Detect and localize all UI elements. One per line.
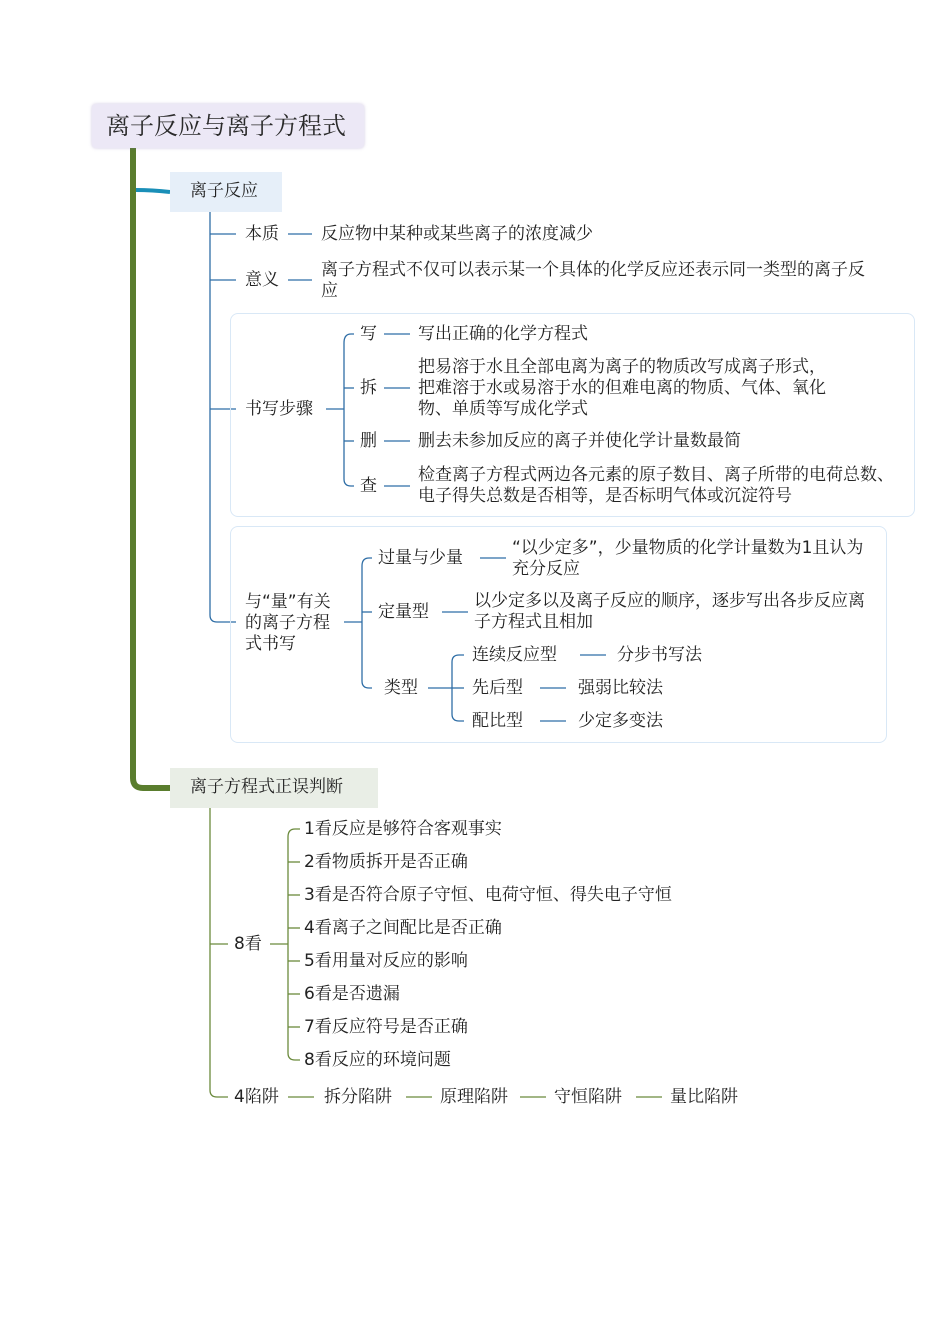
step-delete-text: 删去未参加反应的离子并使化学计量数最简 (418, 431, 741, 451)
eight-label: 8看 (234, 934, 262, 954)
essence-text: 反应物中某种或某些离子的浓度减少 (321, 224, 593, 244)
excess-label: 过量与少量 (378, 548, 463, 568)
eight-item-8: 8看反应的环境问题 (304, 1050, 451, 1070)
trap-4: 量比陷阱 (670, 1087, 738, 1107)
type-continuous-method: 分步书写法 (617, 645, 702, 665)
type-ratio-label: 配比型 (472, 711, 523, 731)
step-write-label: 写 (360, 324, 377, 344)
trap-3: 守恒陷阱 (554, 1087, 622, 1107)
step-delete-label: 删 (360, 431, 377, 451)
types-label: 类型 (384, 678, 418, 698)
type-sequence-label: 先后型 (472, 678, 523, 698)
eight-item-1: 1看反应是够符合客观事实 (304, 819, 502, 839)
step-split-label: 拆 (360, 378, 377, 398)
steps-label: 书写步骤 (245, 399, 313, 419)
eight-item-3: 3看是否符合原子守恒、电荷守恒、得失电子守恒 (304, 885, 672, 905)
meaning-text: 离子方程式不仅可以表示某一个具体的化学反应还表示同一类型的离子反应 (321, 260, 865, 301)
fixed-label: 定量型 (378, 602, 429, 622)
root-title: 离子反应与离子方程式 (106, 112, 346, 140)
traps-label: 4陷阱 (234, 1087, 279, 1107)
type-sequence-method: 强弱比较法 (578, 678, 663, 698)
excess-text: “以少定多”，少量物质的化学计量数为1且认为充分反应 (512, 538, 864, 579)
type-ratio-method: 少定多变法 (578, 711, 663, 731)
trunk-line (133, 148, 170, 788)
step-write-text: 写出正确的化学方程式 (418, 324, 588, 344)
eight-item-7: 7看反应符号是否正确 (304, 1017, 468, 1037)
step-check-text: 检查离子方程式两边各元素的原子数目、离子所带的电荷总数、电子得失总数是否相等，是否标明气体或沉淀符号 (418, 465, 894, 506)
branch1-connector (136, 190, 170, 192)
step-split-text: 把易溶于水且全部电离为离子的物质改写成离子形式，把难溶于水或易溶于水的但难电离的物质、气体、氧化物、单质等写成化学式 (418, 357, 826, 419)
essence-label: 本质 (245, 224, 279, 244)
eight-item-2: 2看物质拆开是否正确 (304, 852, 468, 872)
quantity-label: 与“量”有关的离子方程式书写 (245, 592, 331, 654)
meaning-label: 意义 (245, 270, 279, 290)
step-check-label: 查 (360, 476, 377, 496)
trap-2: 原理陷阱 (440, 1087, 508, 1107)
branch2-label: 离子方程式正误判断 (190, 777, 343, 797)
fixed-text: 以少定多以及离子反应的顺序，逐步写出各步反应离子方程式且相加 (474, 591, 865, 632)
eight-item-4: 4看离子之间配比是否正确 (304, 918, 502, 938)
branch1-label: 离子反应 (190, 181, 258, 201)
eight-item-6: 6看是否遗漏 (304, 984, 400, 1004)
eight-item-5: 5看用量对反应的影响 (304, 951, 468, 971)
type-continuous-label: 连续反应型 (472, 645, 557, 665)
trap-1: 拆分陷阱 (324, 1087, 392, 1107)
